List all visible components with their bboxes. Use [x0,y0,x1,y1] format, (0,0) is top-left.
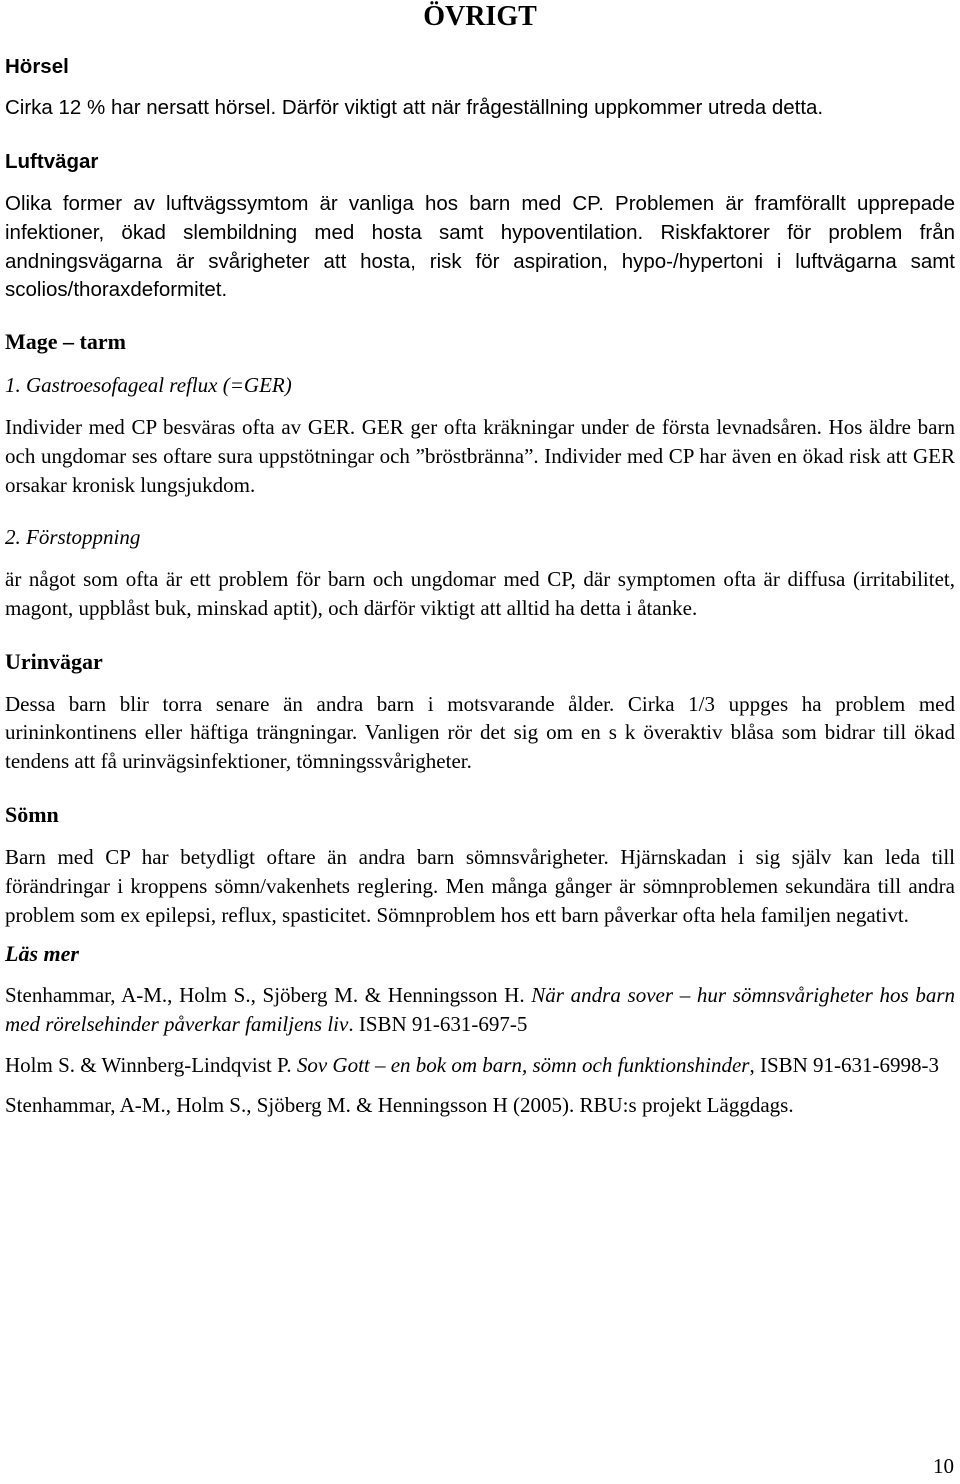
reference-3-text: Stenhammar, A-M., Holm S., Sjöberg M. & Henningsson H (2005). RBU:s projekt Läggdags. [5,1093,794,1118]
subheading-forstoppning: 2. Förstoppning [5,524,141,549]
reference-1 [5,981,955,1039]
heading-luftvagar: Luftvägar [5,149,99,173]
paragraph-urinvagar: Dessa barn blir torra senare än andra barn i motsvarande ålder. Cirka 1/3 uppges ha problem med urininkontinens eller häftiga trängningar. Vanligen rör det sig om en s k överaktiv blåsa som bidrar till ökad tendens att få urinvägsinfektioner, tömningssvårigheter. [5,691,955,774]
heading-mage-tarm: Mage – tarm [5,329,126,355]
paragraph-forstoppning: är något som ofta är ett problem för barn och ungdomar med CP, där symptomen ofta är diffusa (irritabilitet, magont, uppblåst buk, minskad aptit), och därför viktigt att alltid ha detta i åtanke. [5,566,955,620]
reference-2-authors: Holm S. & Winnberg-Lindqvist P. [5,1052,292,1077]
paragraph-somn: Barn med CP har betydligt oftare än andra barn sömnsvårigheter. Hjärnskadan i sig själv kan leda till förändringar i kroppens sömn/vakenhets reglering. Men många gånger är sömnproblemen sekundära till andra problem som ex epilepsi, reflux, spasticitet. Sömnproblem hos ett barn påverkar ofta hela familjen negativt. [5,845,955,927]
page-title: ÖVRIGT [423,1,537,32]
reference-1-authors: Stenhammar, A-M., Holm S., Sjöberg M. & Henningsson H. [5,982,525,1007]
reference-2-isbn: , ISBN 91-631-6998-3 [749,1052,940,1077]
page-number: 10 [933,1454,954,1478]
paragraph-reflux: Individer med CP besväras ofta av GER. GER ger ofta kräkningar under de första levnadsåren. Hos äldre barn och ungdomar ses oftare sura uppstötningar och ”bröstbränna”. Individer med CP har även en ökad risk att GER orsakar kronisk lungsjukdom. [5,415,955,497]
reference-3 [5,1091,955,1120]
heading-urinvagar: Urinvägar [5,648,103,674]
reference-2-title: Sov Gott – en bok om barn, sömn och funktionshinder [296,1052,750,1077]
reference-2 [5,1051,955,1080]
heading-somn: Sömn [5,802,59,828]
paragraph-horsel: Cirka 12 % har nersatt hörsel. Därför viktigt att när frågeställning uppkommer utreda detta. [5,95,824,119]
document-page [5,0,955,1120]
heading-las-mer: Läs mer [5,940,79,966]
reference-1-isbn: . ISBN 91-631-697-5 [348,1011,528,1036]
subheading-reflux: 1. Gastroesofageal reflux (=GER) [5,373,292,398]
heading-horsel: Hörsel [5,55,69,78]
reference-1-title: När andra sover – hur sömnsvårigheter hos barn med rörelsehinder påverkar familjens liv [5,982,956,1036]
paragraph-luftvagar: Olika former av luftvägssymtom är vanliga hos barn med CP. Problemen är framförallt upprepade infektioner, ökad slembildning med hosta samt hypoventilation. Riskfaktorer för problem från andningsvägarna är svårigheter att hosta, risk för aspiration, hypo-/hypertoni i luftvägarna samt scolios/thoraxdeformitet. [5,191,955,302]
